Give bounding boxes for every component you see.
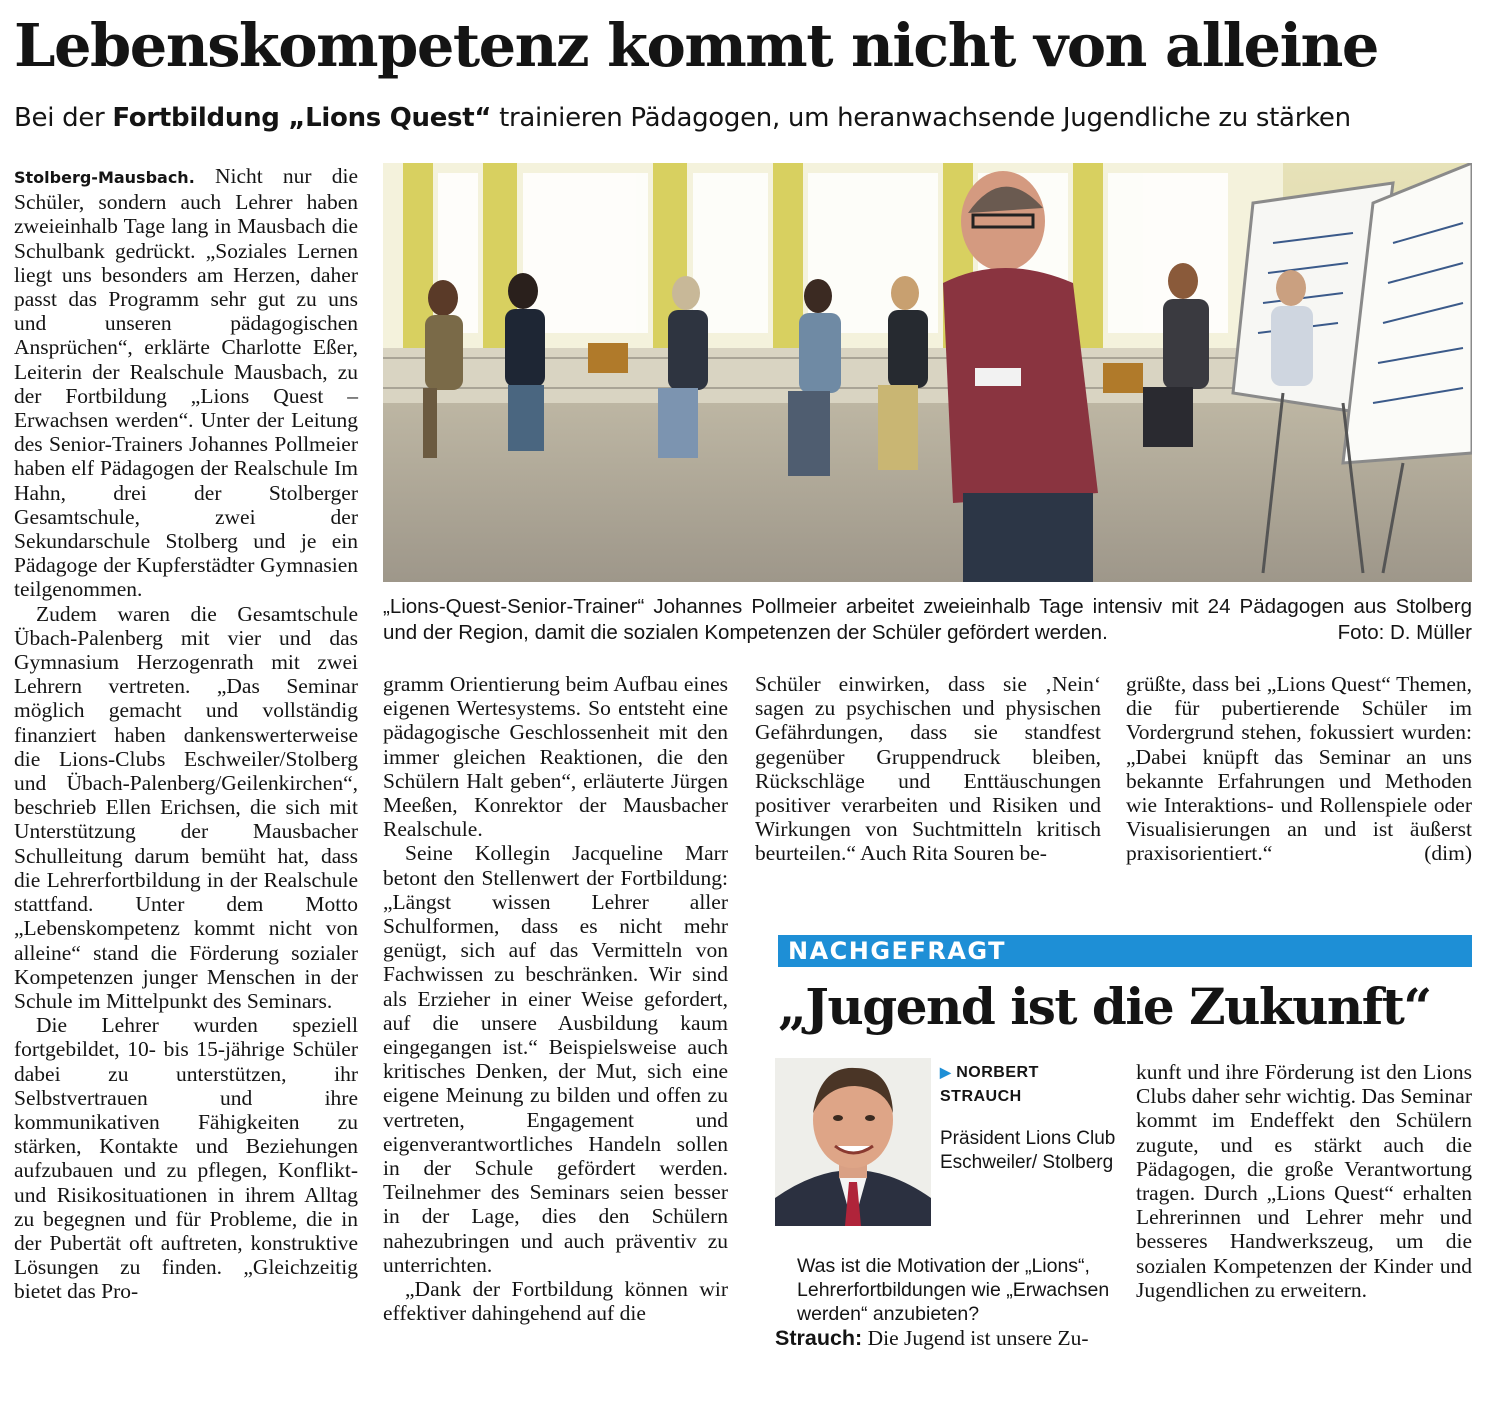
portrait-illustration [775,1058,931,1226]
subhead-suffix: trainieren Pädagogen, um heranwachsende Jugendliche zu stärken [491,103,1351,133]
answer-text: Die Jugend ist unsere Zu- [867,1326,1089,1350]
paragraph-text: Nicht nur die Schüler, sondern auch Lehrer haben zweieinhalb Tage lang in Mausbach die Schulbank gedrückt. „Soziales Lernen liegt uns besonders am Herzen, daher passt das Programm sehr gut zu uns und unseren pädagogischen Ansprüchen“, erklärte Charlotte Eßer, Leiterin der Realschule Mausbach, zu der Fortbildung „Lions Quest – Erwachsen werden“. Unter der Leitung des Senior-Trainers Johannes Pollmeier haben elf Pädagogen der Realschule Im Hahn, drei der Stolberger Gesamtschule, zwei der Sekundarschule Stolberg und je ein Pädagoge der Kupferstädter Gymnasien teilgenommen. [14,164,358,602]
article-photo [383,163,1472,582]
photo-credit: Foto: D. Müller [1337,621,1472,644]
interview-answer-continued: kunft und ihre Förderung ist den Lions Clubs daher sehr wichtig. Das Seminar kommt im Endeffekt den Schülern zugute, und es stärkt auch die Pädagogen, die große Verantwortung tragen. Durch „Lions Quest“ erhalten Lehrerinnen und Lehrer mehr und besseres Handwerkszeug, um die sozialen Kompetenzen der Kinder und Jugendlichen zu erweitern. [1136,1060,1472,1302]
interviewee-role: Präsident Lions Club Eschweiler/ Stolberg [940,1128,1116,1173]
subhead-prefix: Bei der [14,103,113,133]
article-column-4 [1126,672,1472,866]
dateline: Stolberg-Mausbach. [14,168,195,187]
paragraph [1126,672,1472,866]
author-signature: (dim) [1424,841,1472,866]
paragraph: Schüler einwirken, dass sie ‚Nein‘ sagen zu psychischen und physischen Gefährdungen, dass sie standfest gegenüber Gruppendruck bleiben, Rückschläge und Enttäuschungen positiver verarbeiten und Risiken und Wirkungen von Suchtmitteln kritisch beurteilen.“ Auch Rita Souren be- [755,672,1101,866]
photo-caption [383,594,1472,646]
caption-text: „Lions-Quest-Senior-Trainer“ Johannes Pollmeier arbeitet zweieinhalb Tage intensiv mit 24 Pädagogen aus Stolberg und der Region, damit die sozialen Kompetenzen der Schüler gefördert werden. [383,595,1472,644]
paragraph [14,164,358,602]
answer-speaker: Strauch: [775,1326,863,1350]
article-headline: Lebenskompetenz kommt nicht von alleine [14,11,1378,80]
paragraph: gramm Orientierung beim Aufbau eines eigenen Wertesystems. So entsteht eine pädagogische Geschlossenheit mit den immer gleichen Reaktionen, die den Schülern Halt geben“, erläuterte Jürgen Meeßen, Konrektor der Mausbacher Realschule. [383,672,728,842]
section-label-bar [778,935,1472,967]
interviewee-name-line [940,1060,1120,1109]
paragraph-text: grüßte, dass bei „Lions Quest“ Themen, die für pubertierende Schüler im Vordergrund stehen, fokussiert wurden: „Dabei knüpft das Seminar an uns bekannte Erfahrungen und Methoden wie Interaktions- und Rollenspiele oder Visualisierungen an und ist äußerst praxisorientiert.“ [1126,672,1472,866]
interviewee-name: NORBERT STRAUCH [940,1064,1039,1105]
portrait-photo [775,1058,931,1226]
article-column-2 [383,672,728,1325]
triangle-bullet-icon: ▶ [940,1064,952,1080]
article-column-3 [755,672,1101,866]
classroom-photo-illustration [383,163,1472,582]
interview-title: „Jugend ist die Zukunft“ [778,977,1431,1036]
paragraph: Die Lehrer wurden speziell fortgebildet, 10- bis 15-jährige Schüler dabei zu unterstützen, ihr Selbstvertrauen und ihre kommunikativen Fähigkeiten zu stärken, Kontakte und Beziehungen aufzubauen und zu pflegen, Konflikt- und Risikosituationen in ihrem Alltag zu begegnen und für Probleme, die in der Pubertät oft auftreten, konstruktive Lösungen zu finden. „Gleichzeitig bietet das Pro- [14,1013,358,1304]
subhead-bold: Fortbildung „Lions Quest“ [112,103,492,133]
interview-answer [775,1326,1120,1350]
paragraph: Seine Kollegin Jacqueline Marr betont den Stellenwert der Fortbildung: „Längst wissen Lehrer aller Schulformen, dass es nicht mehr genügt, sich auf das Vermitteln von Fachwissen zu beschränken. Wir sind als Erzieher in einer Weise gefordert, auf die unsere Ausbildung kaum eingegangen ist.“ Beispielsweise auch kritisches Denken, der Mut, sich eine eigene Meinung zu bilden und offen zu vertreten, Engagement und eigenverantwortliches Handeln sollen in der Schule gefördert werden. Teilnehmer des Seminars seien besser in der Lage, dies den Schülern nahezubringen und auch präventiv zu unterrichten. [383,841,728,1277]
article-column-1 [14,164,358,1304]
interview-question: Was ist die Motivation der „Lions“, Lehrerfortbildungen wie „Erwachsen werden“ anzubieten? [797,1255,1110,1325]
paragraph: „Dank der Fortbildung können wir effektiver dahingehend auf die [383,1277,728,1326]
section-label: NACHGEFRAGT [788,937,1007,965]
article-subheadline [14,100,1484,136]
paragraph: Zudem waren die Gesamtschule Übach-Palenberg mit vier und das Gymnasium Herzogenrath mit zwei Lehrern vertreten. „Das Seminar möglich gemacht und vollständig finanziert haben dankenswerterweise die Lions-Clubs Eschweiler/Stolberg und Übach-Palenberg/Geilenkirchen“, beschrieb Ellen Erichsen, die sich mit Unterstützung der Mausbacher Schulleitung darum bemüht hat, dass die Lehrerfortbildung in der Realschule stattfand. Unter dem Motto „Lebenskompetenz kommt nicht von alleine“ stand die Förderung sozialer Kompetenzen junger Menschen in der Schule im Mittelpunkt des Seminars. [14,601,358,1013]
interviewee-bio [940,1060,1120,1175]
